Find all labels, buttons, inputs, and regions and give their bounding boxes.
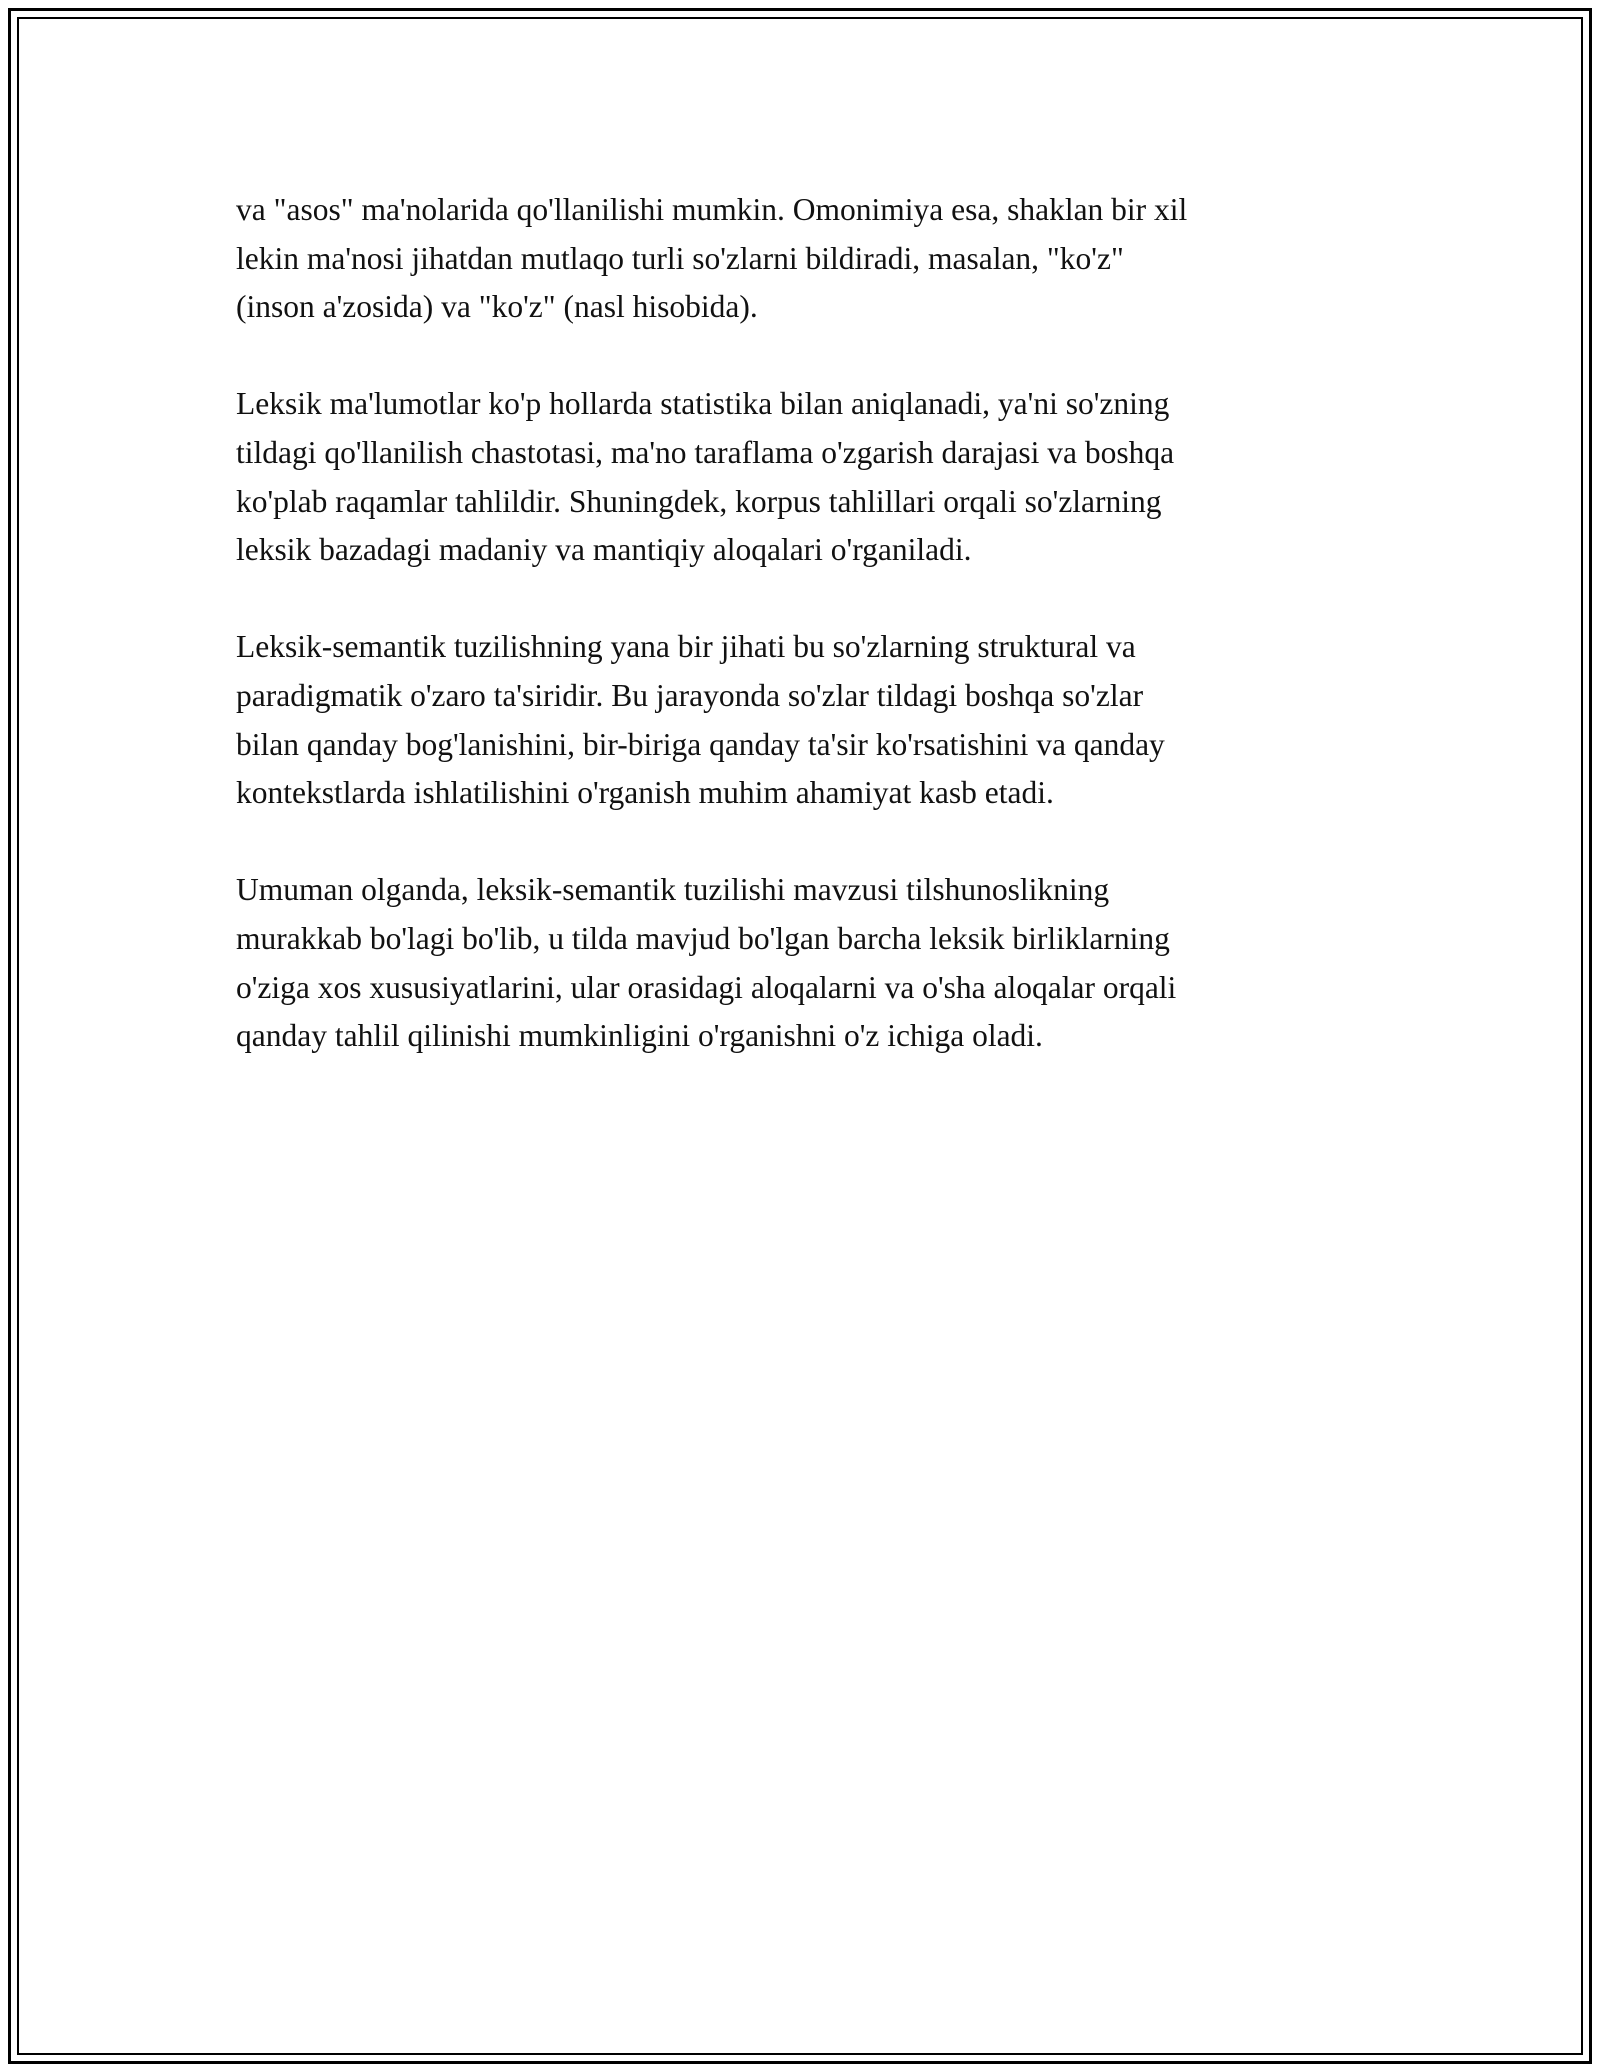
paragraph-2 [236, 380, 1356, 574]
text-line: leksik bazadagi madaniy va mantiqiy aloqalari o'rganiladi. [236, 532, 972, 568]
paragraph-1 [236, 186, 1356, 332]
text-line: Umuman olganda, leksik-semantik tuzilishi mavzusi tilshunoslikning [236, 872, 1110, 908]
text-line: va "asos" ma'nolarida qo'llanilishi mumkin. Omonimiya esa, shaklan bir xil [236, 192, 1188, 227]
paragraph-3 [236, 623, 1356, 817]
text-line: ko'plab raqamlar tahlildir. Shuningdek, korpus tahlillari orqali so'zlarning [236, 483, 1162, 519]
text-line: murakkab bo'lagi bo'lib, u tilda mavjud bo'lgan barcha leksik birliklarning [236, 920, 1170, 956]
text-line: o'ziga xos xususiyatlarini, ular orasidagi aloqalarni va o'sha aloqalar orqali [236, 969, 1177, 1005]
text-line: bilan qanday bog'lanishini, bir-biriga qanday ta'sir ko'rsatishini va qanday [236, 726, 1165, 762]
text-line: paradigmatik o'zaro ta'siridir. Bu jarayonda so'zlar tildagi boshqa so'zlar [236, 677, 1144, 713]
text-line: kontekstlarda ishlatilishini o'rganish muhim ahamiyat kasb etadi. [236, 775, 1054, 811]
text-line: (inson a'zosida) va "ko'z" (nasl hisobida). [236, 289, 758, 325]
text-line: qanday tahlil qilinishi mumkinligini o'rganishni o'z ichiga oladi. [236, 1018, 1043, 1054]
text-line: lekin ma'nosi jihatdan mutlaqo turli so'zlarni bildiradi, masalan, "ko'z" [236, 240, 1124, 276]
text-line: Leksik-semantik tuzilishning yana bir jihati bu so'zlarning struktural va [236, 629, 1136, 665]
text-line: Leksik ma'lumotlar ko'p hollarda statistika bilan aniqlanadi, ya'ni so'zning [236, 386, 1170, 422]
document-body [236, 186, 1356, 1109]
text-line: tildagi qo'llanilish chastotasi, ma'no taraflama o'zgarish darajasi va boshqa [236, 434, 1175, 470]
paragraph-4 [236, 866, 1356, 1060]
